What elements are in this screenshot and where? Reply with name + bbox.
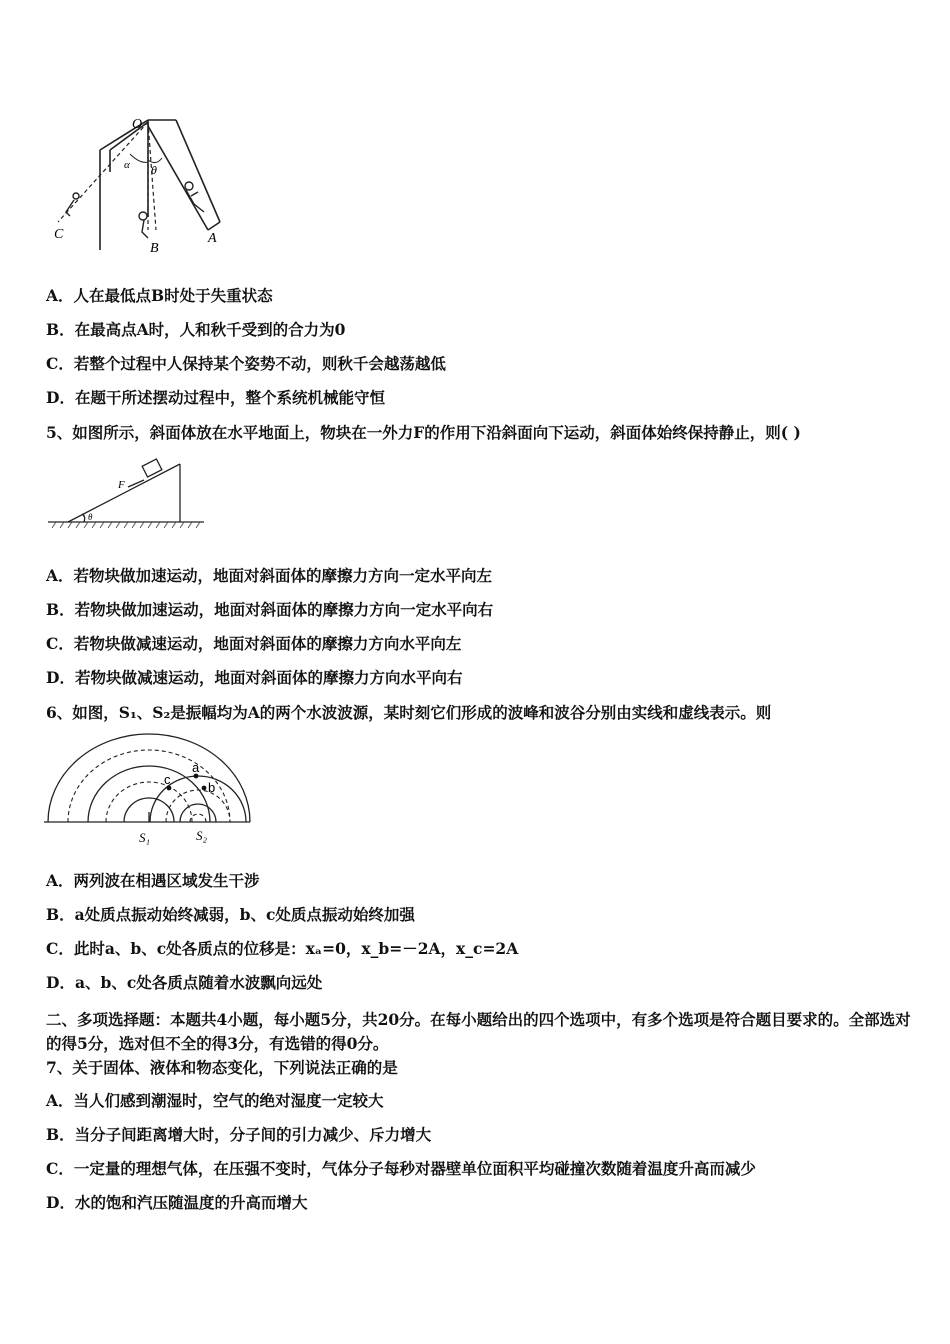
section2-header: 二、多项选择题：本题共4小题，每小题5分，共20分。在每小题给出的四个选项中，有多个选项是符合题目要求的。全部选对的得5分，选对但不全的得3分，有选错的得0分。 [46, 1010, 911, 1053]
q4-option-c: C．若整个过程中人保持某个姿势不动，则秋千会越荡越低 [46, 354, 446, 373]
label-a: a [192, 760, 200, 775]
label-theta: θ [151, 163, 157, 177]
q4-option-a: A．人在最低点B时处于失重状态 [46, 286, 273, 305]
label-B: B [150, 241, 159, 256]
label-S2: S₂ [196, 828, 208, 843]
q6-option-d: D．a、b、c处各质点随着水波飘向远处 [46, 973, 323, 992]
q5-option-a: A．若物块做加速运动，地面对斜面体的摩擦力方向一定水平向左 [46, 566, 493, 585]
q7-option-b: B．当分子间距离增大时，分子间的引力减少、斥力增大 [46, 1125, 432, 1144]
label-c: c [164, 772, 171, 787]
label-alpha: α [124, 159, 130, 171]
swing-figure [48, 112, 238, 257]
q7-option-a: A．当人们感到潮湿时，空气的绝对湿度一定较大 [46, 1091, 384, 1110]
label-A: A [208, 231, 217, 246]
q6-option-b: B．a处质点振动始终减弱，b、c处质点振动始终加强 [46, 905, 415, 924]
q5-option-c: C．若物块做减速运动，地面对斜面体的摩擦力方向水平向左 [46, 634, 462, 653]
label-F: F [118, 479, 125, 491]
label-S1: S₁ [139, 830, 151, 845]
q4-option-d: D．在题干所述摆动过程中，整个系统机械能守恒 [46, 388, 385, 407]
label-b: b [208, 780, 216, 795]
q4-option-b: B．在最高点A时，人和秋千受到的合力为0 [46, 320, 346, 339]
q7-option-c: C．一定量的理想气体，在压强不变时，气体分子每秒对器壁单位面积平均碰撞次数随着温度升高而减少 [46, 1159, 756, 1178]
q5-option-b: B．若物块做加速运动，地面对斜面体的摩擦力方向一定水平向右 [46, 600, 494, 619]
q6-option-a: A．两列波在相遇区域发生干涉 [46, 871, 260, 890]
q7-stem: 7、关于固体、液体和物态变化，下列说法正确的是 [46, 1058, 398, 1077]
incline-figure [48, 456, 208, 532]
label-O: O [132, 117, 143, 132]
q6-option-c: C．此时a、b、c处各质点的位移是：xₐ=0，x_b=－2A，x_c=2A [46, 939, 519, 958]
q6-stem: 6、如图，S₁、S₂是振幅均为A的两个水波波源，某时刻它们形成的波峰和波谷分别由实线和虚线表示。则 [46, 703, 772, 722]
q7-option-d: D．水的饱和汽压随温度的升高而增大 [46, 1193, 308, 1212]
q5-option-d: D．若物块做减速运动，地面对斜面体的摩擦力方向水平向右 [46, 668, 463, 687]
label-C: C [54, 227, 64, 242]
label-theta-incline: θ [88, 512, 93, 522]
q5-stem: 5、如图所示，斜面体放在水平地面上，物块在一外力F的作用下沿斜面向下运动，斜面体始终保持静止，则( ) [46, 423, 801, 442]
wave-figure [44, 730, 254, 848]
